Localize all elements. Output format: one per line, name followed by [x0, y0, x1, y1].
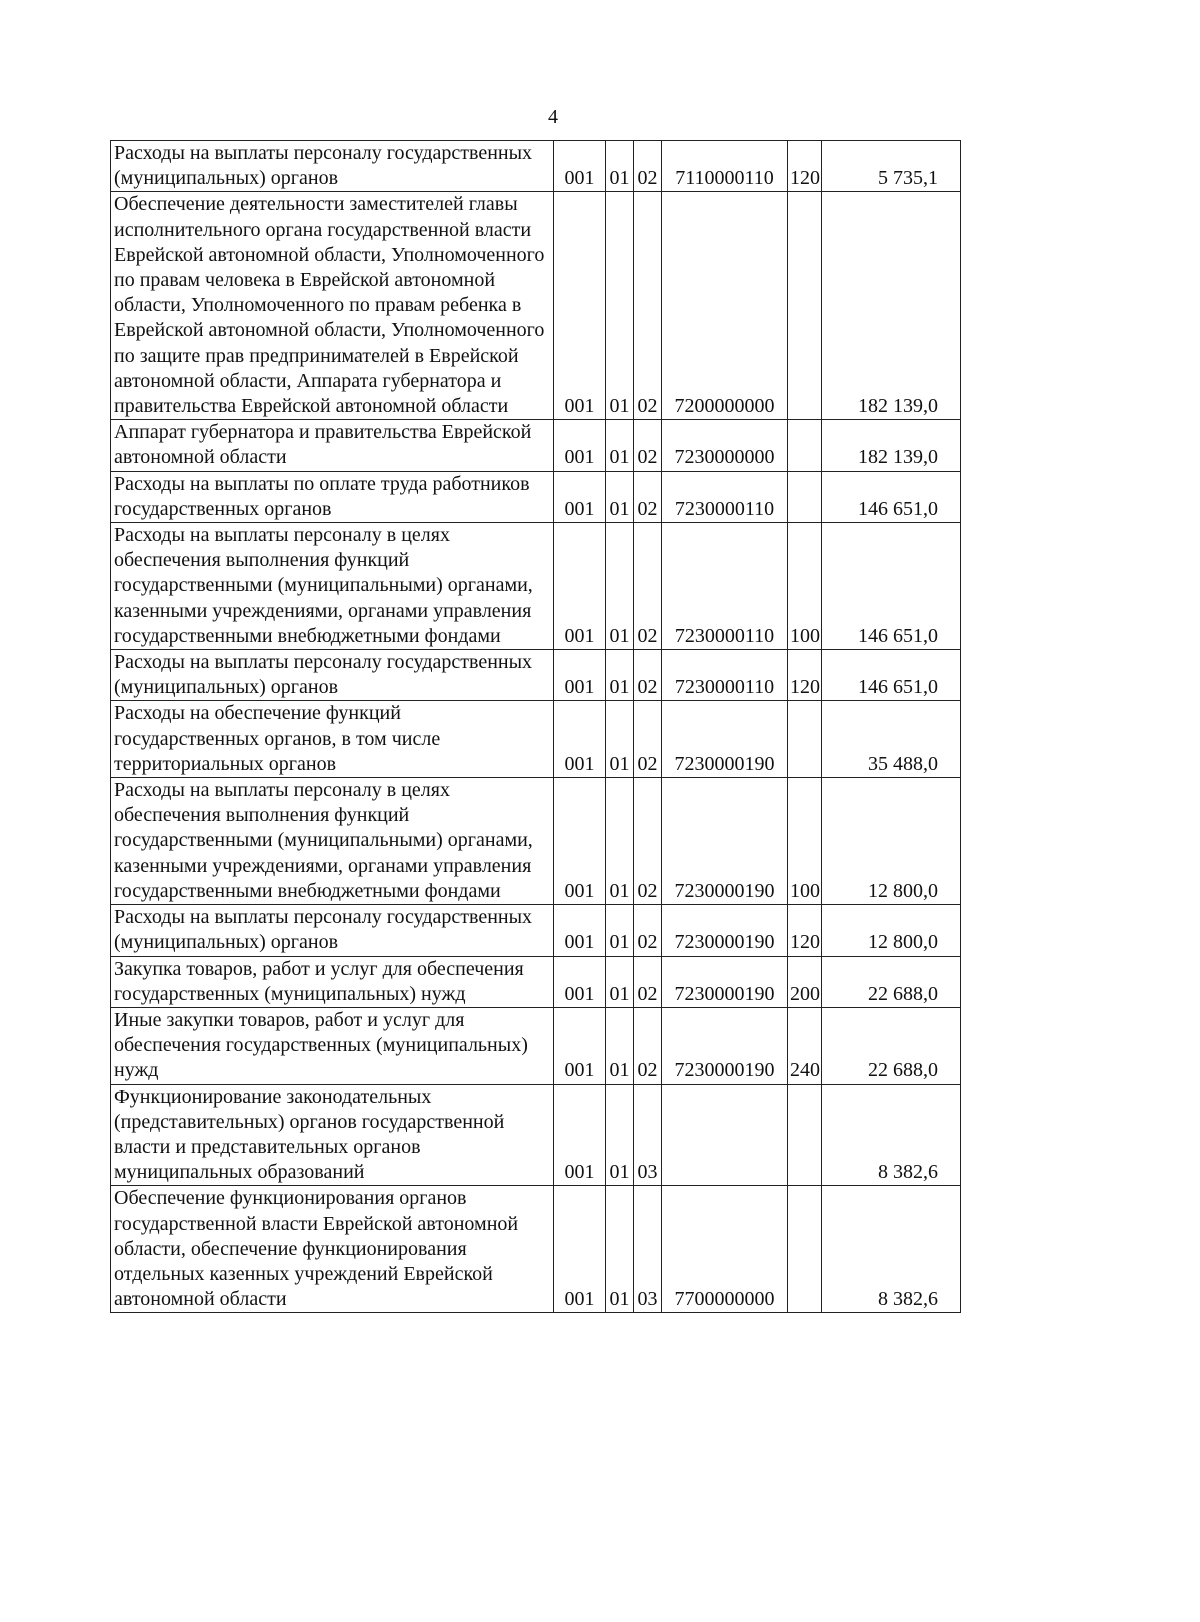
- table-row: [111, 1084, 961, 1186]
- target-article-cell: 7110000110: [662, 141, 788, 192]
- subsection-code-cell: 02: [634, 420, 662, 471]
- section-code-cell: 01: [606, 523, 634, 650]
- subsection-code-cell: 02: [634, 650, 662, 701]
- grbs-code-cell: 001: [554, 471, 606, 522]
- expense-name-cell: Закупка товаров, работ и услуг для обеспечения государственных (муниципальных) нужд: [111, 956, 554, 1007]
- target-article-cell: 7230000190: [662, 956, 788, 1007]
- grbs-code-cell: 001: [554, 905, 606, 956]
- expense-name-cell: Расходы на выплаты персоналу государственных (муниципальных) органов: [111, 650, 554, 701]
- target-article-cell: 7230000190: [662, 905, 788, 956]
- section-code-cell: 01: [606, 471, 634, 522]
- table-row: [111, 956, 961, 1007]
- amount-cell: 12 800,0: [822, 905, 961, 956]
- expense-type-cell: 240: [788, 1007, 822, 1084]
- amount-cell: 12 800,0: [822, 778, 961, 905]
- expense-type-cell: 120: [788, 650, 822, 701]
- expense-type-cell: 100: [788, 778, 822, 905]
- expense-type-cell: [788, 1186, 822, 1313]
- expense-name-cell: Расходы на выплаты персоналу в целях обеспечения выполнения функций государственными (муниципальными) органами, казенными учреждениями, органами управления государственными внебюджетными фондами: [111, 778, 554, 905]
- expense-type-cell: 120: [788, 141, 822, 192]
- subsection-code-cell: 02: [634, 1007, 662, 1084]
- grbs-code-cell: 001: [554, 956, 606, 1007]
- subsection-code-cell: 02: [634, 471, 662, 522]
- target-article-cell: 7230000110: [662, 471, 788, 522]
- section-code-cell: 01: [606, 1186, 634, 1313]
- amount-cell: 22 688,0: [822, 956, 961, 1007]
- amount-cell: 146 651,0: [822, 650, 961, 701]
- grbs-code-cell: 001: [554, 1084, 606, 1186]
- expense-type-cell: 120: [788, 905, 822, 956]
- expense-name-cell: Расходы на выплаты персоналу государственных (муниципальных) органов: [111, 905, 554, 956]
- section-code-cell: 01: [606, 778, 634, 905]
- target-article-cell: [662, 1084, 788, 1186]
- amount-cell: 146 651,0: [822, 523, 961, 650]
- expense-type-cell: [788, 420, 822, 471]
- amount-cell: 22 688,0: [822, 1007, 961, 1084]
- expense-name-cell: Обеспечение функционирования органов государственной власти Еврейской автономной области, обеспечение функционирования отдельных казенных учреждений Еврейской автономной области: [111, 1186, 554, 1313]
- target-article-cell: 7230000110: [662, 650, 788, 701]
- expense-name-cell: Расходы на выплаты персоналу в целях обеспечения выполнения функций государственными (муниципальными) органами, казенными учреждениями, органами управления государственными внебюджетными фондами: [111, 523, 554, 650]
- amount-cell: 182 139,0: [822, 420, 961, 471]
- section-code-cell: 01: [606, 905, 634, 956]
- grbs-code-cell: 001: [554, 1186, 606, 1313]
- subsection-code-cell: 02: [634, 701, 662, 778]
- subsection-code-cell: 02: [634, 905, 662, 956]
- table-row: [111, 471, 961, 522]
- amount-cell: 182 139,0: [822, 192, 961, 420]
- table-row: [111, 192, 961, 420]
- section-code-cell: 01: [606, 701, 634, 778]
- amount-cell: 5 735,1: [822, 141, 961, 192]
- section-code-cell: 01: [606, 1084, 634, 1186]
- target-article-cell: 7230000190: [662, 701, 788, 778]
- target-article-cell: 7700000000: [662, 1186, 788, 1313]
- target-article-cell: 7230000000: [662, 420, 788, 471]
- grbs-code-cell: 001: [554, 778, 606, 905]
- subsection-code-cell: 02: [634, 956, 662, 1007]
- expense-type-cell: [788, 701, 822, 778]
- table-row: [111, 650, 961, 701]
- grbs-code-cell: 001: [554, 523, 606, 650]
- section-code-cell: 01: [606, 1007, 634, 1084]
- table-row: [111, 420, 961, 471]
- subsection-code-cell: 02: [634, 192, 662, 420]
- page-number: 4: [548, 106, 558, 128]
- grbs-code-cell: 001: [554, 701, 606, 778]
- subsection-code-cell: 02: [634, 523, 662, 650]
- target-article-cell: 7230000110: [662, 523, 788, 650]
- table-row: [111, 701, 961, 778]
- expense-name-cell: Расходы на выплаты по оплате труда работников государственных органов: [111, 471, 554, 522]
- expense-name-cell: Аппарат губернатора и правительства Еврейской автономной области: [111, 420, 554, 471]
- budget-table: [110, 140, 961, 1313]
- subsection-code-cell: 02: [634, 141, 662, 192]
- section-code-cell: 01: [606, 192, 634, 420]
- expense-name-cell: Иные закупки товаров, работ и услуг для обеспечения государственных (муниципальных) нужд: [111, 1007, 554, 1084]
- expense-type-cell: [788, 471, 822, 522]
- table-row: [111, 1007, 961, 1084]
- section-code-cell: 01: [606, 420, 634, 471]
- expense-name-cell: Расходы на обеспечение функций государственных органов, в том числе территориальных органов: [111, 701, 554, 778]
- amount-cell: 146 651,0: [822, 471, 961, 522]
- grbs-code-cell: 001: [554, 1007, 606, 1084]
- expense-name-cell: Обеспечение деятельности заместителей главы исполнительного органа государственной власти Еврейской автономной области, Уполномоченного по правам человека в Еврейской автономной области, Уполномоченного по правам ребенка в Еврейской автономной области, Уполномоченного по защите прав предпринимателей в Еврейской автономной области, Аппарата губернатора и правительства Еврейской автономной области: [111, 192, 554, 420]
- subsection-code-cell: 03: [634, 1186, 662, 1313]
- section-code-cell: 01: [606, 141, 634, 192]
- subsection-code-cell: 03: [634, 1084, 662, 1186]
- grbs-code-cell: 001: [554, 141, 606, 192]
- table-body: [111, 141, 961, 1313]
- expense-type-cell: 100: [788, 523, 822, 650]
- expense-type-cell: 200: [788, 956, 822, 1007]
- expense-type-cell: [788, 1084, 822, 1186]
- grbs-code-cell: 001: [554, 650, 606, 701]
- expense-name-cell: Функционирование законодательных (представительных) органов государственной власти и представительных органов муниципальных образований: [111, 1084, 554, 1186]
- expense-type-cell: [788, 192, 822, 420]
- target-article-cell: 7230000190: [662, 1007, 788, 1084]
- target-article-cell: 7230000190: [662, 778, 788, 905]
- section-code-cell: 01: [606, 956, 634, 1007]
- amount-cell: 8 382,6: [822, 1186, 961, 1313]
- amount-cell: 8 382,6: [822, 1084, 961, 1186]
- grbs-code-cell: 001: [554, 420, 606, 471]
- table-row: [111, 778, 961, 905]
- target-article-cell: 7200000000: [662, 192, 788, 420]
- expense-name-cell: Расходы на выплаты персоналу государственных (муниципальных) органов: [111, 141, 554, 192]
- table-row: [111, 905, 961, 956]
- table-row: [111, 141, 961, 192]
- amount-cell: 35 488,0: [822, 701, 961, 778]
- subsection-code-cell: 02: [634, 778, 662, 905]
- table-row: [111, 523, 961, 650]
- section-code-cell: 01: [606, 650, 634, 701]
- table-row: [111, 1186, 961, 1313]
- grbs-code-cell: 001: [554, 192, 606, 420]
